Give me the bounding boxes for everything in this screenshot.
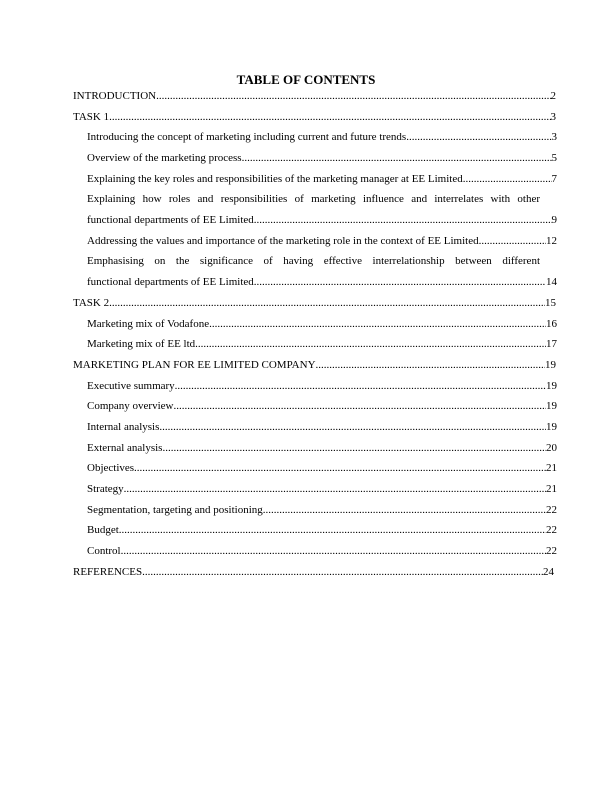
toc-entry-line1[interactable]: Emphasising on the significance of having effective interrelationship between different — [87, 255, 540, 267]
dot-leader — [156, 89, 550, 103]
toc-entry-key-roles[interactable] — [87, 172, 557, 186]
toc-entry-page: 5 — [551, 152, 557, 164]
toc-entry-page: 22 — [546, 524, 557, 536]
toc-entry-segmentation[interactable] — [87, 503, 557, 517]
toc-entry-marketing-process[interactable] — [87, 151, 557, 165]
toc-entry-label: TASK 1 — [73, 111, 110, 123]
toc-entry-label: External analysis — [87, 442, 163, 454]
toc-title: TABLE OF CONTENTS — [236, 72, 376, 87]
toc-entry-page: 7 — [551, 173, 557, 185]
toc-entry-line1[interactable]: Explaining how roles and responsibilities of marketing influence and interrelates with other — [87, 193, 540, 205]
toc-entry-label: Overview of the marketing process — [87, 152, 242, 164]
dot-leader — [195, 337, 546, 351]
dot-leader — [479, 234, 546, 248]
toc-entry-external-analysis[interactable] — [87, 441, 557, 455]
toc-entry-label: TASK 2 — [73, 297, 110, 309]
toc-entry-page: 21 — [546, 483, 557, 495]
toc-entry-page: 21 — [546, 462, 557, 474]
toc-entry-page: 24 — [543, 566, 554, 578]
toc-entry-objectives[interactable] — [87, 461, 557, 475]
dot-leader — [109, 296, 545, 310]
dot-leader — [242, 151, 552, 165]
toc-entry-label: INTRODUCTION — [73, 90, 157, 102]
dot-leader — [263, 503, 546, 517]
toc-entry-label: Explaining the key roles and responsibilities of the marketing manager at EE Limited — [87, 173, 463, 185]
dot-leader — [109, 110, 550, 124]
toc-entry-mix-ee[interactable] — [87, 337, 557, 351]
toc-entry-values-importance[interactable] — [87, 234, 557, 248]
dot-leader — [134, 461, 546, 475]
toc-entry-internal-analysis[interactable] — [87, 420, 557, 434]
toc-entry-label: Budget — [87, 524, 119, 536]
toc-entry-label: Executive summary — [87, 380, 175, 392]
toc-entry-page: 9 — [551, 214, 557, 226]
dot-leader — [119, 523, 546, 537]
toc-entry-control[interactable] — [87, 544, 557, 558]
toc-entry-label: MARKETING PLAN FOR EE LIMITED COMPANY — [73, 359, 316, 371]
toc-entry-page: 20 — [546, 442, 557, 454]
toc-entry-page: 15 — [545, 297, 556, 309]
toc-entry-label: Marketing mix of Vodafone — [87, 318, 210, 330]
dot-leader — [209, 317, 546, 331]
toc-entry-strategy[interactable] — [87, 482, 557, 496]
dot-leader — [173, 399, 546, 413]
toc-entry-page: 2 — [550, 90, 556, 102]
toc-entry-label: functional departments of EE Limited — [87, 214, 254, 226]
toc-entry-company-overview[interactable] — [87, 399, 557, 413]
dot-leader — [124, 482, 546, 496]
toc-entry-label: Control — [87, 545, 121, 557]
dot-leader — [162, 441, 546, 455]
toc-entry-introduction[interactable] — [73, 89, 556, 103]
toc-entry-label: Introducing the concept of marketing including current and future trends — [87, 131, 407, 143]
toc-entry-concept-of-marketing[interactable] — [87, 130, 557, 144]
dot-leader — [175, 379, 546, 393]
toc-entry-page: 22 — [546, 504, 557, 516]
toc-entry-label: Strategy — [87, 483, 124, 495]
toc-entry-task-1[interactable] — [73, 110, 556, 124]
toc-entry-label: Company overview — [87, 400, 174, 412]
dot-leader — [316, 358, 545, 372]
toc-entry-label: REFERENCES — [73, 566, 143, 578]
toc-entry-roles-influence[interactable] — [87, 213, 557, 227]
toc-entry-task-2[interactable] — [73, 296, 556, 310]
toc-entry-page: 12 — [546, 235, 557, 247]
toc-entry-page: 17 — [546, 338, 557, 350]
toc-entry-page: 19 — [546, 400, 557, 412]
toc-entry-executive-summary[interactable] — [87, 379, 557, 393]
toc-entry-label: Objectives — [87, 462, 135, 474]
toc-entry-page: 19 — [545, 359, 556, 371]
toc-entry-references[interactable] — [73, 565, 554, 579]
dot-leader — [142, 565, 543, 579]
dot-leader — [406, 130, 551, 144]
toc-entry-label: Segmentation, targeting and positioning — [87, 504, 263, 516]
toc-entry-mix-vodafone[interactable] — [87, 317, 557, 331]
toc-entry-marketing-plan[interactable] — [73, 358, 556, 372]
toc-entry-label: Internal analysis — [87, 421, 160, 433]
toc-entry-interrelationship[interactable] — [87, 275, 557, 289]
toc-entry-page: 3 — [551, 131, 557, 143]
toc-entry-label: functional departments of EE Limited — [87, 276, 254, 288]
toc-entry-page: 16 — [546, 318, 557, 330]
dot-leader — [463, 172, 552, 186]
toc-entry-page: 19 — [546, 380, 557, 392]
dot-leader — [159, 420, 546, 434]
toc-entry-page: 14 — [546, 276, 557, 288]
toc-entry-budget[interactable] — [87, 523, 557, 537]
dot-leader — [254, 275, 546, 289]
toc-entry-page: 19 — [546, 421, 557, 433]
toc-entry-label: Marketing mix of EE ltd — [87, 338, 196, 350]
toc-entry-page: 3 — [550, 111, 556, 123]
dot-leader — [254, 213, 552, 227]
toc-entry-label: Addressing the values and importance of the marketing role in the context of EE Limited — [87, 235, 479, 247]
toc-entry-page: 22 — [546, 545, 557, 557]
dot-leader — [121, 544, 546, 558]
